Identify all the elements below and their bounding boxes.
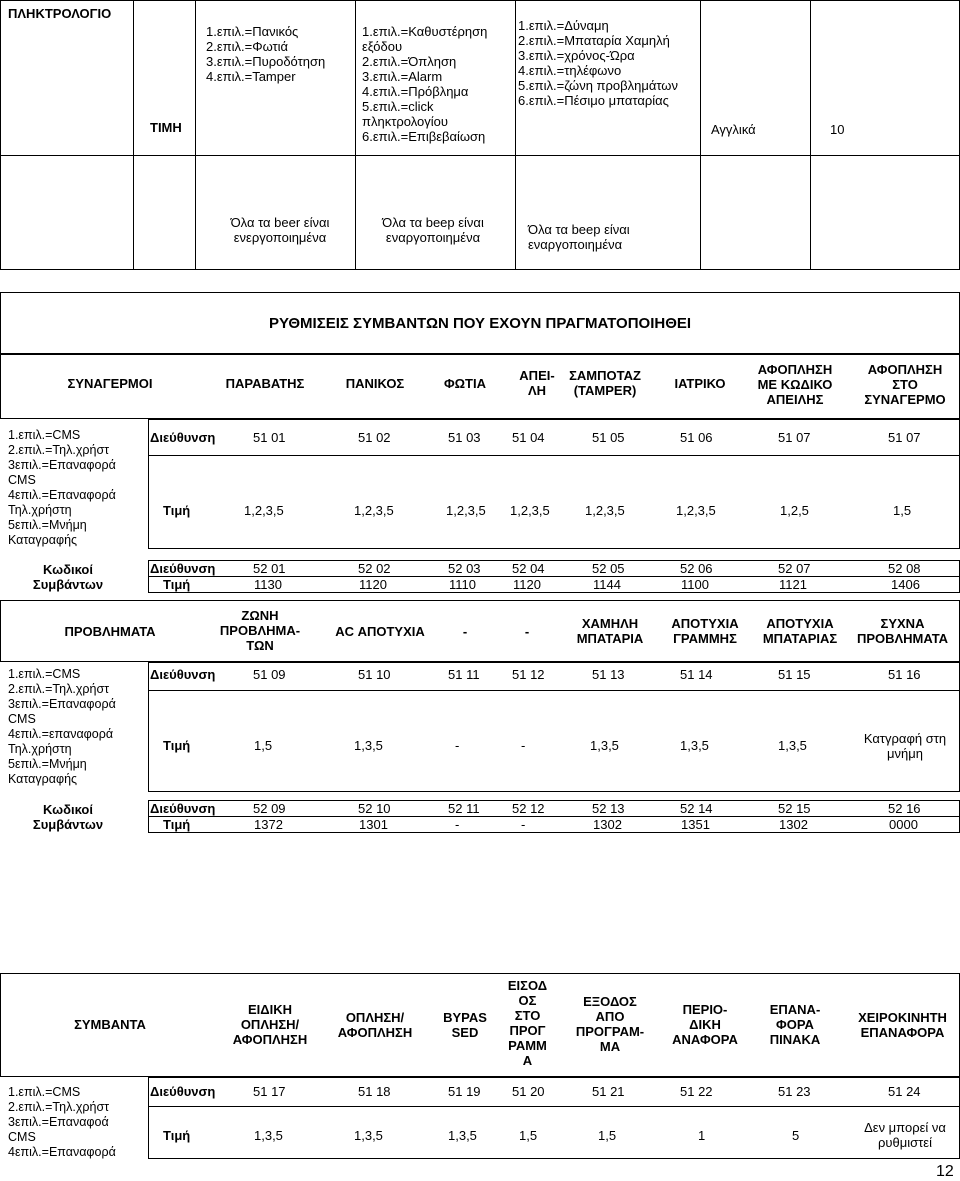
- address-cell: 51 05: [592, 430, 625, 445]
- value-cell: 1,3,5: [254, 1128, 283, 1143]
- address-cell: 51 20: [512, 1084, 545, 1099]
- value-cell: 1,3,5: [448, 1128, 477, 1143]
- address-cell: 52 12: [512, 801, 545, 816]
- address-label: Διεύθυνση: [150, 430, 216, 445]
- address-cell: 51 01: [253, 430, 286, 445]
- section1-value-row: [0, 503, 960, 518]
- section1-codes-label: Κωδικοί Συμβάντων: [32, 562, 104, 592]
- section2-code-address-row: [0, 801, 960, 816]
- address-cell: 52 06: [680, 561, 713, 576]
- address-label: Διεύθυνση: [150, 561, 216, 576]
- header-eisodos-programma: ΕΙΣΟΔ ΟΣ ΣΤΟ ΠΡΟΓ ΡΑΜΜ Α: [507, 978, 548, 1068]
- language-value: Αγγλικά: [711, 122, 756, 137]
- keypad-options-col2: 1.επιλ.=Καθυστέρηση εξόδου 2.επιλ.=Όπληση 3.επιλ.=Alarm 4.επιλ.=Πρόβλημα 5.επιλ.=click πληκτρολογίου 6.επιλ.=Επιβεβαίωση: [362, 24, 488, 144]
- header-tamper: ΣΑΜΠΟΤΑΖ (TAMPER): [569, 368, 641, 398]
- header-dash-2: -: [524, 624, 530, 639]
- default-setting-2: Όλα τα beep είναι εναργοποιημένα: [382, 215, 484, 245]
- value-cell: 1: [698, 1128, 706, 1143]
- default-setting-1: Όλα τα beer είναι ενεργοποιημένα: [230, 215, 330, 245]
- value-cell: 1,2,3,5: [585, 503, 625, 518]
- value-cell: 1,3,5: [680, 738, 709, 753]
- header-paravatis: ΠΑΡΑΒΑΤΗΣ: [225, 376, 305, 391]
- header-oplisi-aphoplisi: ΟΠΛΗΣΗ/ ΑΦΟΠΛΗΣΗ: [337, 1010, 413, 1040]
- address-label: Διεύθυνση: [150, 667, 216, 682]
- value-cell: 5: [792, 1128, 800, 1143]
- section1-options: 1.επιλ.=CMS 2.επιλ.=Τηλ.χρήστ 3επιλ.=Επαναφορά CMS 4επιλ.=Επαναφορά Τηλ.χρήστη 5επιλ.=Μνήμη Καταγραφής: [8, 428, 116, 547]
- header-periodiki-anafora: ΠΕΡΙΟ- ΔΙΚΗ ΑΝΑΦΟΡΑ: [672, 1002, 738, 1047]
- value-cell: 1110: [449, 577, 476, 592]
- address-label: Διεύθυνση: [150, 1084, 216, 1099]
- value-row-label: Τιμή: [163, 577, 191, 592]
- address-cell: 51 07: [888, 430, 921, 445]
- address-cell: 51 16: [888, 667, 921, 682]
- value-cell: 1,3,5: [354, 1128, 383, 1143]
- value-cell: 1100: [681, 577, 709, 592]
- keypad-options-col3: 1.επιλ.=Δύναμη 2.επιλ.=Μπαταρία Χαμηλή 3.επιλ.=χρόνος-Ώρα 4.επιλ.=τηλέφωνο 5.επιλ.=ζώνη προβλημάτων 6.επιλ.=Πέσιμο μπαταρίας: [518, 18, 678, 108]
- address-cell: 52 16: [888, 801, 921, 816]
- keypad-options-col1: 1.επιλ.=Πανικός 2.επιλ.=Φωτιά 3.επιλ.=Πυροδότηση 4.επιλ.=Tamper: [206, 24, 326, 84]
- address-cell: 51 18: [358, 1084, 391, 1099]
- address-cell: 51 12: [512, 667, 545, 682]
- address-cell: 52 10: [358, 801, 391, 816]
- header-aphoplisi-kodiko: ΑΦΟΠΛΗΣΗ ΜΕ ΚΩΔΙΚΟ ΑΠΕΙΛΗΣ: [757, 362, 833, 407]
- header-eidiki-oplisi: ΕΙΔΙΚΗ ΟΠΛΗΣΗ/ ΑΦΟΠΛΗΣΗ: [232, 1002, 308, 1047]
- value-cell: 1,5: [519, 1128, 538, 1143]
- address-cell: 51 19: [448, 1084, 481, 1099]
- address-cell: 52 08: [888, 561, 921, 576]
- value-cell: 1,5: [598, 1128, 617, 1143]
- header-ac-apotyxia: AC ΑΠΟΤΥΧΙΑ: [335, 624, 425, 639]
- header-aphoplisi-synagermo: ΑΦΟΠΛΗΣΗ ΣΤΟ ΣΥΝΑΓΕΡΜΟ: [864, 362, 946, 407]
- header-fotia: ΦΩΤΙΑ: [443, 376, 487, 391]
- address-cell: 52 03: [448, 561, 481, 576]
- value-cell: 1121: [779, 577, 807, 592]
- section2-address-row: [0, 667, 960, 682]
- value-cell: 1,2,3,5: [676, 503, 716, 518]
- header-apotyxia-grammis: ΑΠΟΤΥΧΙΑ ΓΡΑΜΜΗΣ: [671, 616, 739, 646]
- section3-options: 1.επιλ.=CMS 2.επιλ.=Τηλ.χρήστ 3επιλ.=Επαναφοά CMS 4επιλ.=Επαναφορά: [8, 1085, 116, 1159]
- header-panikos: ΠΑΝΙΚΟΣ: [345, 376, 405, 391]
- number-value: 10: [830, 122, 845, 137]
- value-cell: -: [455, 738, 460, 753]
- header-dash-1: -: [462, 624, 468, 639]
- value-cell: 1120: [359, 577, 387, 592]
- address-cell: 52 15: [778, 801, 811, 816]
- address-cell: 51 22: [680, 1084, 713, 1099]
- address-cell: 51 09: [253, 667, 286, 682]
- address-cell: 51 21: [592, 1084, 625, 1099]
- address-cell: 52 09: [253, 801, 286, 816]
- address-cell: 51 10: [358, 667, 391, 682]
- section1-code-value-row: [0, 577, 960, 592]
- header-xeirokiniti-epanafora: ΧΕΙΡΟΚΙΝΗΤΗ ΕΠΑΝΑΦΟΡΑ: [858, 1010, 947, 1040]
- section2-code-value-row: [0, 817, 960, 832]
- value-cell: 1302: [779, 817, 808, 832]
- value-cell: 1372: [254, 817, 283, 832]
- address-cell: 52 14: [680, 801, 713, 816]
- value-cell: 1,2,3,5: [446, 503, 486, 518]
- section2-options: 1.επιλ.=CMS 2.επιλ.=Τηλ.χρήστ 3επιλ.=Επαναφορά CMS 4επιλ.=επαναφορά Τηλ.χρήστη 5επιλ.=Μνήμη Καταγραφής: [8, 667, 116, 786]
- header-zoni-provlimaton: ΖΩΝΗ ΠΡΟΒΛΗΜΑ- ΤΩΝ: [219, 608, 301, 653]
- address-cell: 51 02: [358, 430, 391, 445]
- value-cell: 1351: [681, 817, 710, 832]
- value-cell: 1,2,5: [780, 503, 809, 518]
- value-cell-not-configurable: Δεν μπορεί να ρυθμιστεί: [864, 1120, 946, 1150]
- address-cell: 52 13: [592, 801, 625, 816]
- value-cell: 1,3,5: [778, 738, 807, 753]
- address-cell: 52 04: [512, 561, 545, 576]
- value-row-label: Τιμή: [163, 1128, 191, 1143]
- header-exodos-programma: ΕΞΟΔΟΣ ΑΠΟ ΠΡΟΓΡΑΜ- ΜΑ: [575, 994, 645, 1054]
- address-cell: 51 06: [680, 430, 713, 445]
- value-row-label: Τιμή: [163, 503, 191, 518]
- value-cell: 1,5: [254, 738, 273, 753]
- address-cell: 51 14: [680, 667, 713, 682]
- address-cell: 51 13: [592, 667, 625, 682]
- address-cell: 51 15: [778, 667, 811, 682]
- address-label: Διεύθυνση: [150, 801, 216, 816]
- header-sixna-provlimata: ΣΥΧΝΑ ΠΡΟΒΛΗΜΑΤΑ: [856, 616, 949, 646]
- header-apotyxia-mpatarias: ΑΠΟΤΥΧΙΑ ΜΠΑΤΑΡΙΑΣ: [762, 616, 838, 646]
- value-cell: 1,2,3,5: [244, 503, 284, 518]
- address-cell: 52 11: [448, 801, 480, 816]
- value-cell: -: [521, 817, 526, 832]
- section1-address-row: [0, 430, 960, 445]
- header-symvanta: ΣΥΜΒΑΝΤΑ: [74, 1017, 146, 1032]
- value-cell: 1,2,3,5: [354, 503, 394, 518]
- value-cell: 1120: [513, 577, 541, 592]
- value-cell: 1302: [593, 817, 622, 832]
- value-row-label: Τιμή: [163, 738, 191, 753]
- value-row-label: Τιμή: [163, 817, 191, 832]
- page-number: 12: [936, 1163, 954, 1180]
- address-cell: 51 11: [448, 667, 480, 682]
- main-title: ΡΥΘΜΙΣΕΙΣ ΣΥΜΒΑΝΤΩΝ ΠΟΥ ΕΧΟΥΝ ΠΡΑΓΜΑΤΟΠΟΙΗΘΕΙ: [268, 315, 692, 332]
- header-synagermoi: ΣΥΝΑΓΕΡΜΟΙ: [67, 376, 153, 391]
- address-cell: 52 05: [592, 561, 625, 576]
- value-cell: 1,3,5: [590, 738, 619, 753]
- section2-value-row: [0, 738, 960, 753]
- section3-value-row: [0, 1128, 960, 1143]
- section2-codes-label: Κωδικοί Συμβάντων: [32, 802, 104, 832]
- value-cell: -: [455, 817, 460, 832]
- value-cell: -: [521, 738, 526, 753]
- address-cell: 51 07: [778, 430, 811, 445]
- header-bypassed: BYPAS SED: [443, 1010, 487, 1040]
- value-cell: 1144: [593, 577, 621, 592]
- address-cell: 51 03: [448, 430, 481, 445]
- address-cell: 51 23: [778, 1084, 811, 1099]
- header-iatriko: ΙΑΤΡΙΚΟ: [674, 376, 726, 391]
- keypad-title: ΠΛΗΚΤΡΟΛΟΓΙΟ: [8, 6, 112, 21]
- value-cell: 1,5: [893, 503, 912, 518]
- header-apeili: ΑΠΕΙ- ΛΗ: [519, 368, 555, 398]
- header-xamili-mpataria: ΧΑΜΗΛΗ ΜΠΑΤΑΡΙΑ: [576, 616, 644, 646]
- header-provlimata: ΠΡΟΒΛΗΜΑΤΑ: [64, 624, 156, 639]
- header-epanafora-pinaka: ΕΠΑΝΑ- ΦΟΡΑ ΠΙΝΑΚΑ: [769, 1002, 821, 1047]
- value-cell-memory: Κατγραφή στη μνήμη: [863, 731, 947, 761]
- address-cell: 52 02: [358, 561, 391, 576]
- address-cell: 51 04: [512, 430, 545, 445]
- value-cell: 0000: [889, 817, 918, 832]
- section1-code-address-row: [0, 561, 960, 576]
- address-cell: 52 01: [253, 561, 286, 576]
- value-label: ΤΙΜΗ: [150, 120, 182, 135]
- value-cell: 1,3,5: [354, 738, 383, 753]
- value-cell: 1406: [891, 577, 920, 592]
- section3-address-row: [0, 1084, 960, 1099]
- value-cell: 1301: [359, 817, 388, 832]
- default-setting-3: Όλα τα beep είναι εναργοποιημένα: [528, 222, 630, 252]
- address-cell: 52 07: [778, 561, 811, 576]
- address-cell: 51 17: [253, 1084, 286, 1099]
- value-cell: 1130: [254, 577, 282, 592]
- address-cell: 51 24: [888, 1084, 921, 1099]
- value-cell: 1,2,3,5: [510, 503, 550, 518]
